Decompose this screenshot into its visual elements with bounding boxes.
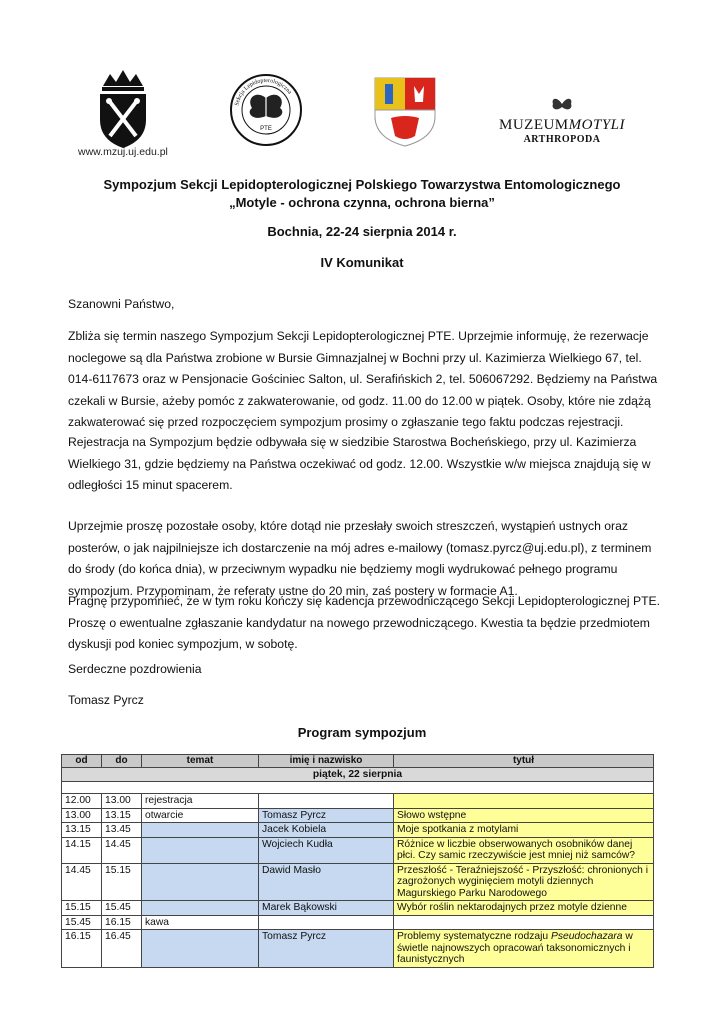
- start-cell: 14.15: [62, 837, 102, 863]
- speaker-cell: Wojciech Kudła: [259, 837, 394, 863]
- website-url[interactable]: www.mzuj.uj.edu.pl: [78, 146, 168, 158]
- paragraph-text: Rejestracja na Sympozjum będzie odbywała się w siedzibie Starostwa Bocheńskiego, przy ul. Kazimierza Wielkiego 31, gdzie będziemy na Państwa oczekiwać od godz. 12.00. Wszystkie w/w miejsca znajdują się w odległości 15 minut spacerem.: [68, 435, 651, 492]
- paragraph-1: [68, 326, 668, 434]
- topic-cell: [142, 930, 259, 968]
- topic-cell: rejestracja: [142, 794, 259, 809]
- column-header: imię i nazwisko: [259, 755, 394, 768]
- end-cell: 15.45: [102, 901, 142, 916]
- svg-text:PTE: PTE: [260, 126, 272, 132]
- symposium-title: Sympozjum Sekcji Lepidopterologicznej Polskiego Towarzystwa Entomologicznego: [103, 177, 621, 192]
- paragraph-2: [68, 432, 668, 497]
- jagiellonian-crest-icon: [98, 68, 148, 150]
- end-cell: 13.00: [102, 794, 142, 809]
- start-cell: 15.45: [62, 915, 102, 930]
- title-cell: Różnice w liczbie obserwowanych osobników danej płci. Czy samic rzeczywiście jest mniej niż samców?: [394, 837, 654, 863]
- butterfly-icon: [551, 96, 573, 114]
- title-cell: [394, 794, 654, 809]
- topic-cell: [142, 837, 259, 863]
- speaker-cell: Jacek Kobiela: [259, 823, 394, 838]
- signature: Tomasz Pyrcz: [68, 693, 144, 707]
- start-cell: 13.15: [62, 823, 102, 838]
- speaker-cell: Dawid Masło: [259, 863, 394, 901]
- topic-cell: [142, 863, 259, 901]
- speaker-cell: [259, 915, 394, 930]
- title-cell: Przeszłość - Teraźniejszość - Przyszłość: chronionych i zagrożonych wyginięciem motyli dziennych Magurskiego Parku Narodowego: [394, 863, 654, 901]
- column-header: od: [62, 755, 102, 768]
- end-cell: 15.15: [102, 863, 142, 901]
- end-cell: 13.45: [102, 823, 142, 838]
- end-cell: 16.45: [102, 930, 142, 968]
- title-cell: Słowo wstępne: [394, 808, 654, 823]
- column-header: temat: [142, 755, 259, 768]
- table-row: [62, 808, 654, 823]
- end-cell: 14.45: [102, 837, 142, 863]
- column-header: do: [102, 755, 142, 768]
- table-row: [62, 901, 654, 916]
- speaker-cell: Marek Bąkowski: [259, 901, 394, 916]
- topic-cell: [142, 823, 259, 838]
- pte-butterfly-seal: [228, 72, 304, 148]
- table-row: [62, 837, 654, 863]
- program-table: [61, 754, 654, 968]
- day-row: [62, 767, 654, 782]
- communique-number: IV Komunikat: [320, 255, 404, 270]
- start-cell: 12.00: [62, 794, 102, 809]
- symposium-subtitle: „Motyle - ochrona czynna, ochrona bierna”: [229, 195, 495, 210]
- topic-cell: kawa: [142, 915, 259, 930]
- topic-cell: [142, 901, 259, 916]
- muzeum-motyli-logo: MUZEUMMOTYLI ARTHROPODA: [498, 96, 626, 145]
- table-row: [62, 930, 654, 968]
- table-row: [62, 863, 654, 901]
- start-cell: 14.45: [62, 863, 102, 901]
- title-text: w świetle najnowszych opracowań taksonomicznych i faunistycznych: [397, 931, 633, 965]
- table-row: [62, 915, 654, 930]
- svg-text:Sekcja Lepidopterologiczna: Sekcja Lepidopterologiczna: [234, 77, 293, 107]
- table-header-row: [62, 755, 654, 768]
- title-text: Problemy systematyczne rodzaju: [397, 931, 551, 942]
- spacer-cell: [62, 782, 654, 794]
- column-header: tytuł: [394, 755, 654, 768]
- table-row: [62, 823, 654, 838]
- paragraph-text: Uprzejmie proszę pozostałe osoby, które dotąd nie przesłały swoich streszczeń, wystąpień ustnych oraz posterów, o jak najpilniejsze ich dostarczenie na mój adres e-mailowy (tomasz.pyrcz@uj.edu.pl), z terminem do środy (do końca dnia), w przeciwnym wypadku nie będziemy mogli wydrukować pełnego programu sympozjum. Przypominam, że referaty ustne do 20 min, zaś postery w formacie A1.: [68, 519, 652, 598]
- table-row: [62, 794, 654, 809]
- title-cell: Wybór roślin nektarodajnych przez motyle dzienne: [394, 901, 654, 916]
- title-cell: Moje spotkania z motylami: [394, 823, 654, 838]
- malopolska-coat-of-arms-icon: [373, 76, 437, 148]
- salutation: Szanowni Państwo,: [68, 297, 175, 311]
- paragraph-4: [68, 591, 668, 656]
- day-label: piątek, 22 sierpnia: [62, 767, 654, 782]
- title-cell: [394, 930, 654, 968]
- closing: Serdeczne pozdrowienia: [68, 662, 202, 676]
- start-cell: 15.15: [62, 901, 102, 916]
- speaker-cell: Tomasz Pyrcz: [259, 808, 394, 823]
- table-row: [62, 782, 654, 794]
- topic-cell: otwarcie: [142, 808, 259, 823]
- paragraph-text: Pragnę przypomnieć, że w tym roku kończy się kadencja przewodniczącego Sekcji Lepidopterologicznej PTE. Proszę o ewentualne zgłaszanie kandydatur na nowego przewodniczącego. Kwestia ta będzie przedmiotem dyskusji pod koniec sympozjum, w sobotę.: [68, 594, 661, 651]
- end-cell: 13.15: [102, 808, 142, 823]
- paragraph-text: Zbliża się termin naszego Sympozjum Sekcji Lepidopterologicznej PTE. Uprzejmie informuję, że rezerwacje noclegowe są dla Państwa zrobione w Bursie Gimnazjalnej w Bochni przy ul. Kazimierza Wielkiego 67, tel. 014-6117673 oraz w Pensjonacie Gościniec Salton, ul. Serafińskich 2, tel. 506067292. Będziemy na Państwa czekali w Bursie, ażeby pomóc z zakwaterowanie, od godz. 11.00 do 12.00 w piątek. Osoby, które nie zdążą zakwaterować się przed rozpoczęciem sympozjum prosimy o zgłaszanie tego faktu podczas rejestracji.: [68, 329, 658, 429]
- speaker-cell: Tomasz Pyrcz: [259, 930, 394, 968]
- place-date: Bochnia, 22-24 sierpnia 2014 r.: [267, 224, 457, 239]
- speaker-cell: [259, 794, 394, 809]
- genus-name: Pseudochazara: [550, 931, 623, 942]
- start-cell: 13.00: [62, 808, 102, 823]
- end-cell: 16.15: [102, 915, 142, 930]
- start-cell: 16.15: [62, 930, 102, 968]
- program-title: Program sympozjum: [297, 725, 427, 740]
- title-cell: [394, 915, 654, 930]
- paragraph-3: [68, 516, 668, 602]
